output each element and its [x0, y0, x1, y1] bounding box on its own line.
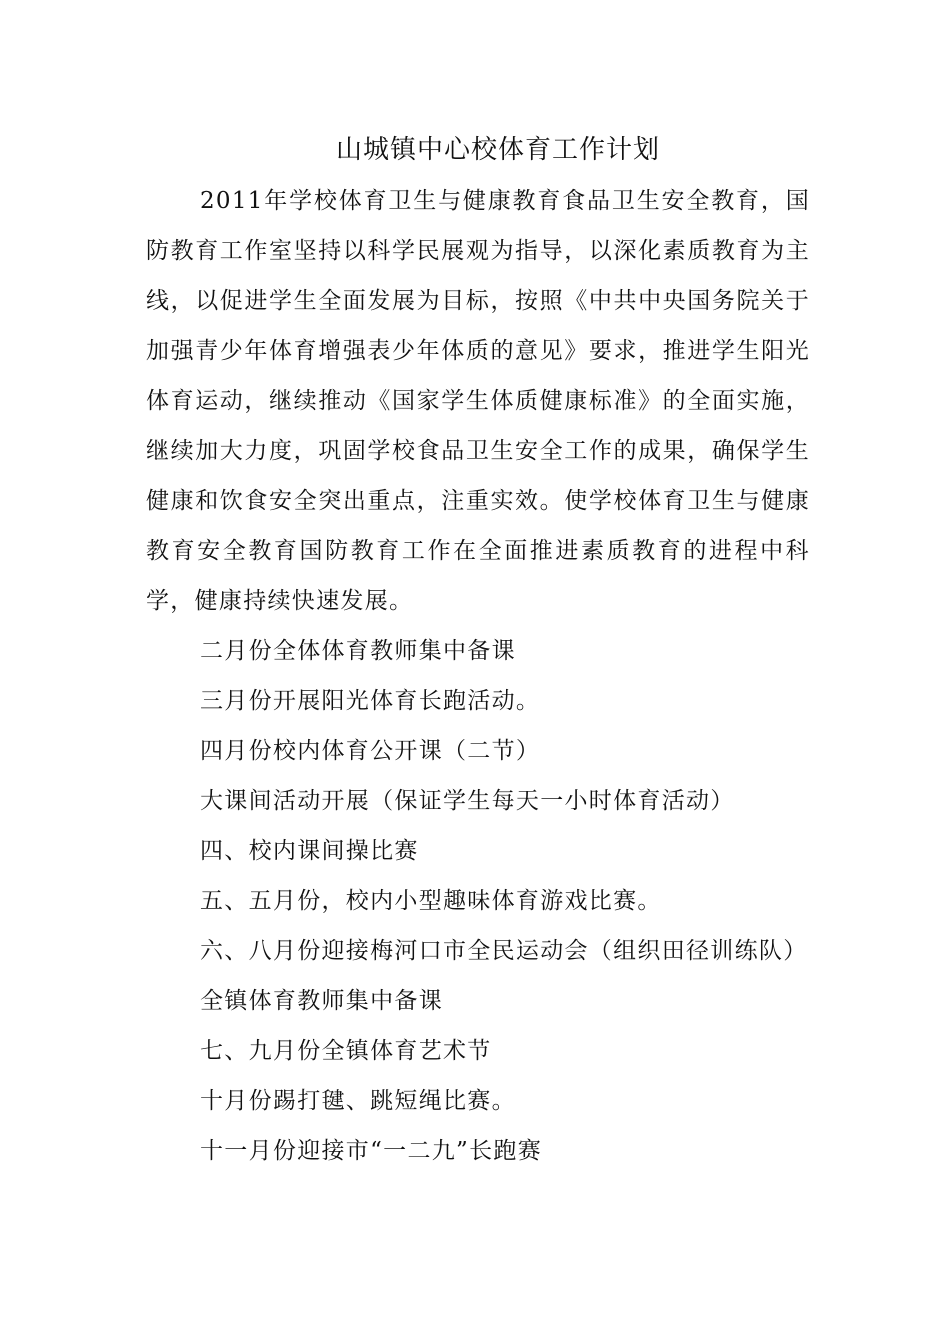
intro-paragraph: 2011年学校体育卫生与健康教育食品卫生安全教育，国防教育工作室坚持以科学民展观为指导，以深化素质教育为主线，以促进学生全面发展为目标，按照《中共中央国务院关于加强青少年体育增强表少年体质的意见》要求，推进学生阳光体育运动，继续推动《国家学生体质健康标准》的全面实施，继续加大力度，巩固学校食品卫生安全工作的成果，确保学生健康和饮食安全突出重点，注重实效。使学校体育卫生与健康教育安全教育国防教育工作在全面推进素质教育的进程中科学，健康持续快速发展。: [146, 188, 810, 614]
plan-item-5: 四、校内课间操比赛: [200, 838, 419, 864]
plan-item-3: 四月份校内体育公开课（二节）: [200, 738, 541, 764]
plan-item-4: 大课间活动开展（保证学生每天一小时体育活动）: [200, 788, 735, 814]
plan-item-6: 五、五月份，校内小型趣味体育游戏比赛。: [200, 888, 662, 914]
plan-item-1: 二月份全体体育教师集中备课: [200, 638, 516, 664]
document-body: [146, 124, 810, 1176]
plan-item-9: 七、九月份全镇体育艺术节: [200, 1038, 492, 1064]
plan-item-11: 十一月份迎接市“一二九”长跑赛: [200, 1138, 543, 1164]
plan-item-2: 三月份开展阳光体育长跑活动。: [200, 688, 541, 714]
document-title: 山城镇中心校体育工作计划: [335, 135, 660, 165]
plan-item-8: 全镇体育教师集中备课: [200, 988, 443, 1014]
plan-item-7: 六、八月份迎接梅河口市全民运动会（组织田径训练队）: [200, 938, 808, 964]
plan-item-10: 十月份踢打毽、跳短绳比赛。: [200, 1088, 516, 1114]
